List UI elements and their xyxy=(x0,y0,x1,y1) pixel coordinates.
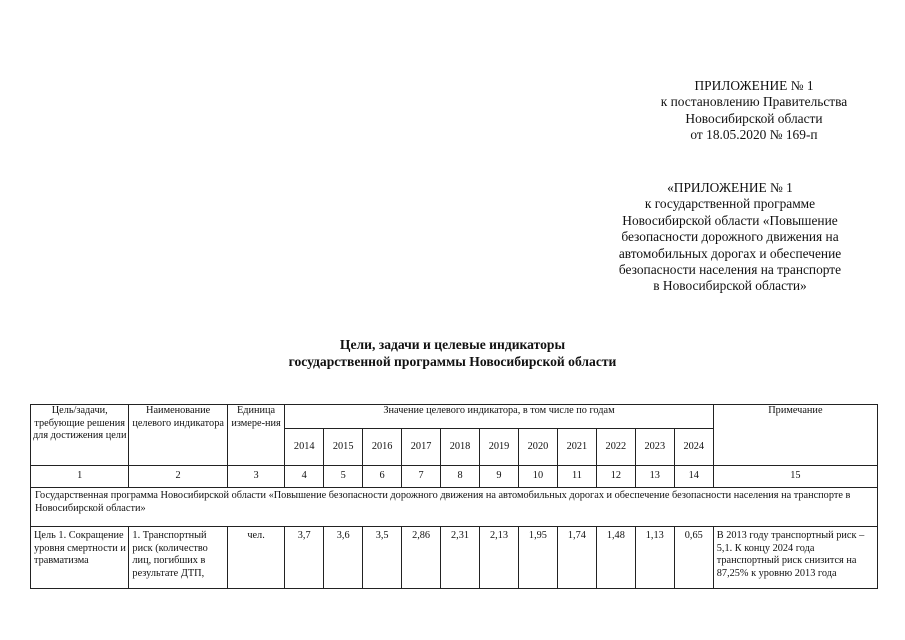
year-cell: 2022 xyxy=(596,429,635,466)
header-values-caption: Значение целевого индикатора, в том числе по годам xyxy=(285,405,714,429)
year-cell: 2018 xyxy=(441,429,480,466)
column-number: 13 xyxy=(635,466,674,488)
appendix-2-header xyxy=(580,180,880,295)
value-cell: 0,65 xyxy=(674,527,713,589)
appendix-2-line: безопасности населения на транспорте xyxy=(618,262,842,278)
appendix-1-line: к постановлению Правительства xyxy=(660,94,848,110)
column-number: 2 xyxy=(129,466,227,488)
column-number: 5 xyxy=(324,466,363,488)
column-number: 15 xyxy=(713,466,877,488)
unit-cell: чел. xyxy=(227,527,284,589)
appendix-2-line: в Новосибирской области» xyxy=(653,278,807,294)
column-number: 9 xyxy=(480,466,519,488)
title-line-1: Цели, задачи и целевые индикаторы xyxy=(339,337,566,352)
year-cell: 2017 xyxy=(402,429,441,466)
column-number: 12 xyxy=(596,466,635,488)
document-title xyxy=(0,336,905,370)
column-number: 4 xyxy=(285,466,324,488)
header-indicator: Наименование целевого индикатора xyxy=(129,405,227,466)
year-cell: 2019 xyxy=(480,429,519,466)
goal-cell: Цель 1. Сокращение уровня смертности и травматизма xyxy=(31,527,129,589)
note-cell: В 2013 году транспортный риск – 5,1. К концу 2024 года транспортный риск снизится на 87,25% к уровню 2013 года xyxy=(713,527,877,589)
appendix-2-line: к государственной программе xyxy=(644,196,816,212)
column-number: 14 xyxy=(674,466,713,488)
appendix-2-line: безопасности дорожного движения на xyxy=(621,229,839,245)
column-number: 8 xyxy=(441,466,480,488)
column-number: 7 xyxy=(402,466,441,488)
value-cell: 1,13 xyxy=(635,527,674,589)
column-number: 11 xyxy=(557,466,596,488)
appendix-2-line: автомобильных дорогах и обеспечение xyxy=(618,245,842,261)
year-cell: 2020 xyxy=(518,429,557,466)
year-cell: 2015 xyxy=(324,429,363,466)
indicators-table xyxy=(30,404,878,589)
value-cell: 3,5 xyxy=(363,527,402,589)
value-cell: 2,31 xyxy=(441,527,480,589)
value-cell: 2,86 xyxy=(402,527,441,589)
table-row xyxy=(31,527,878,589)
appendix-1-header xyxy=(604,78,904,144)
header-note: Примечание xyxy=(713,405,877,466)
appendix-2-line: Новосибирской области «Повышение xyxy=(622,212,838,228)
value-cell: 3,7 xyxy=(285,527,324,589)
appendix-1-line: ПРИЛОЖЕНИЕ № 1 xyxy=(694,78,814,93)
indicator-cell: 1. Транспортный риск (количество лиц, погибших в результате ДТП, xyxy=(129,527,227,589)
column-number: 6 xyxy=(363,466,402,488)
year-cell: 2021 xyxy=(557,429,596,466)
column-number: 3 xyxy=(227,466,284,488)
value-cell: 1,74 xyxy=(557,527,596,589)
appendix-2-line: «ПРИЛОЖЕНИЕ № 1 xyxy=(667,180,793,195)
column-number: 10 xyxy=(518,466,557,488)
program-row: Государственная программа Новосибирской области «Повышение безопасности дорожного движения на автомобильных дорогах и обеспечение безопасности населения на транспорте в Новосибирской области» xyxy=(31,488,878,527)
column-number: 1 xyxy=(31,466,129,488)
year-cell: 2024 xyxy=(674,429,713,466)
header-unit: Единица измере-ния xyxy=(227,405,284,466)
header-goal: Цель/задачи, требующие решения для достижения цели xyxy=(31,405,129,466)
value-cell: 1,95 xyxy=(518,527,557,589)
value-cell: 2,13 xyxy=(480,527,519,589)
appendix-1-line: Новосибирской области xyxy=(685,110,823,126)
year-cell: 2023 xyxy=(635,429,674,466)
year-cell: 2014 xyxy=(285,429,324,466)
value-cell: 3,6 xyxy=(324,527,363,589)
value-cell: 1,48 xyxy=(596,527,635,589)
appendix-1-line: от 18.05.2020 № 169-п xyxy=(690,127,818,143)
title-line-2: государственной программы Новосибирской области xyxy=(288,354,617,369)
year-cell: 2016 xyxy=(363,429,402,466)
